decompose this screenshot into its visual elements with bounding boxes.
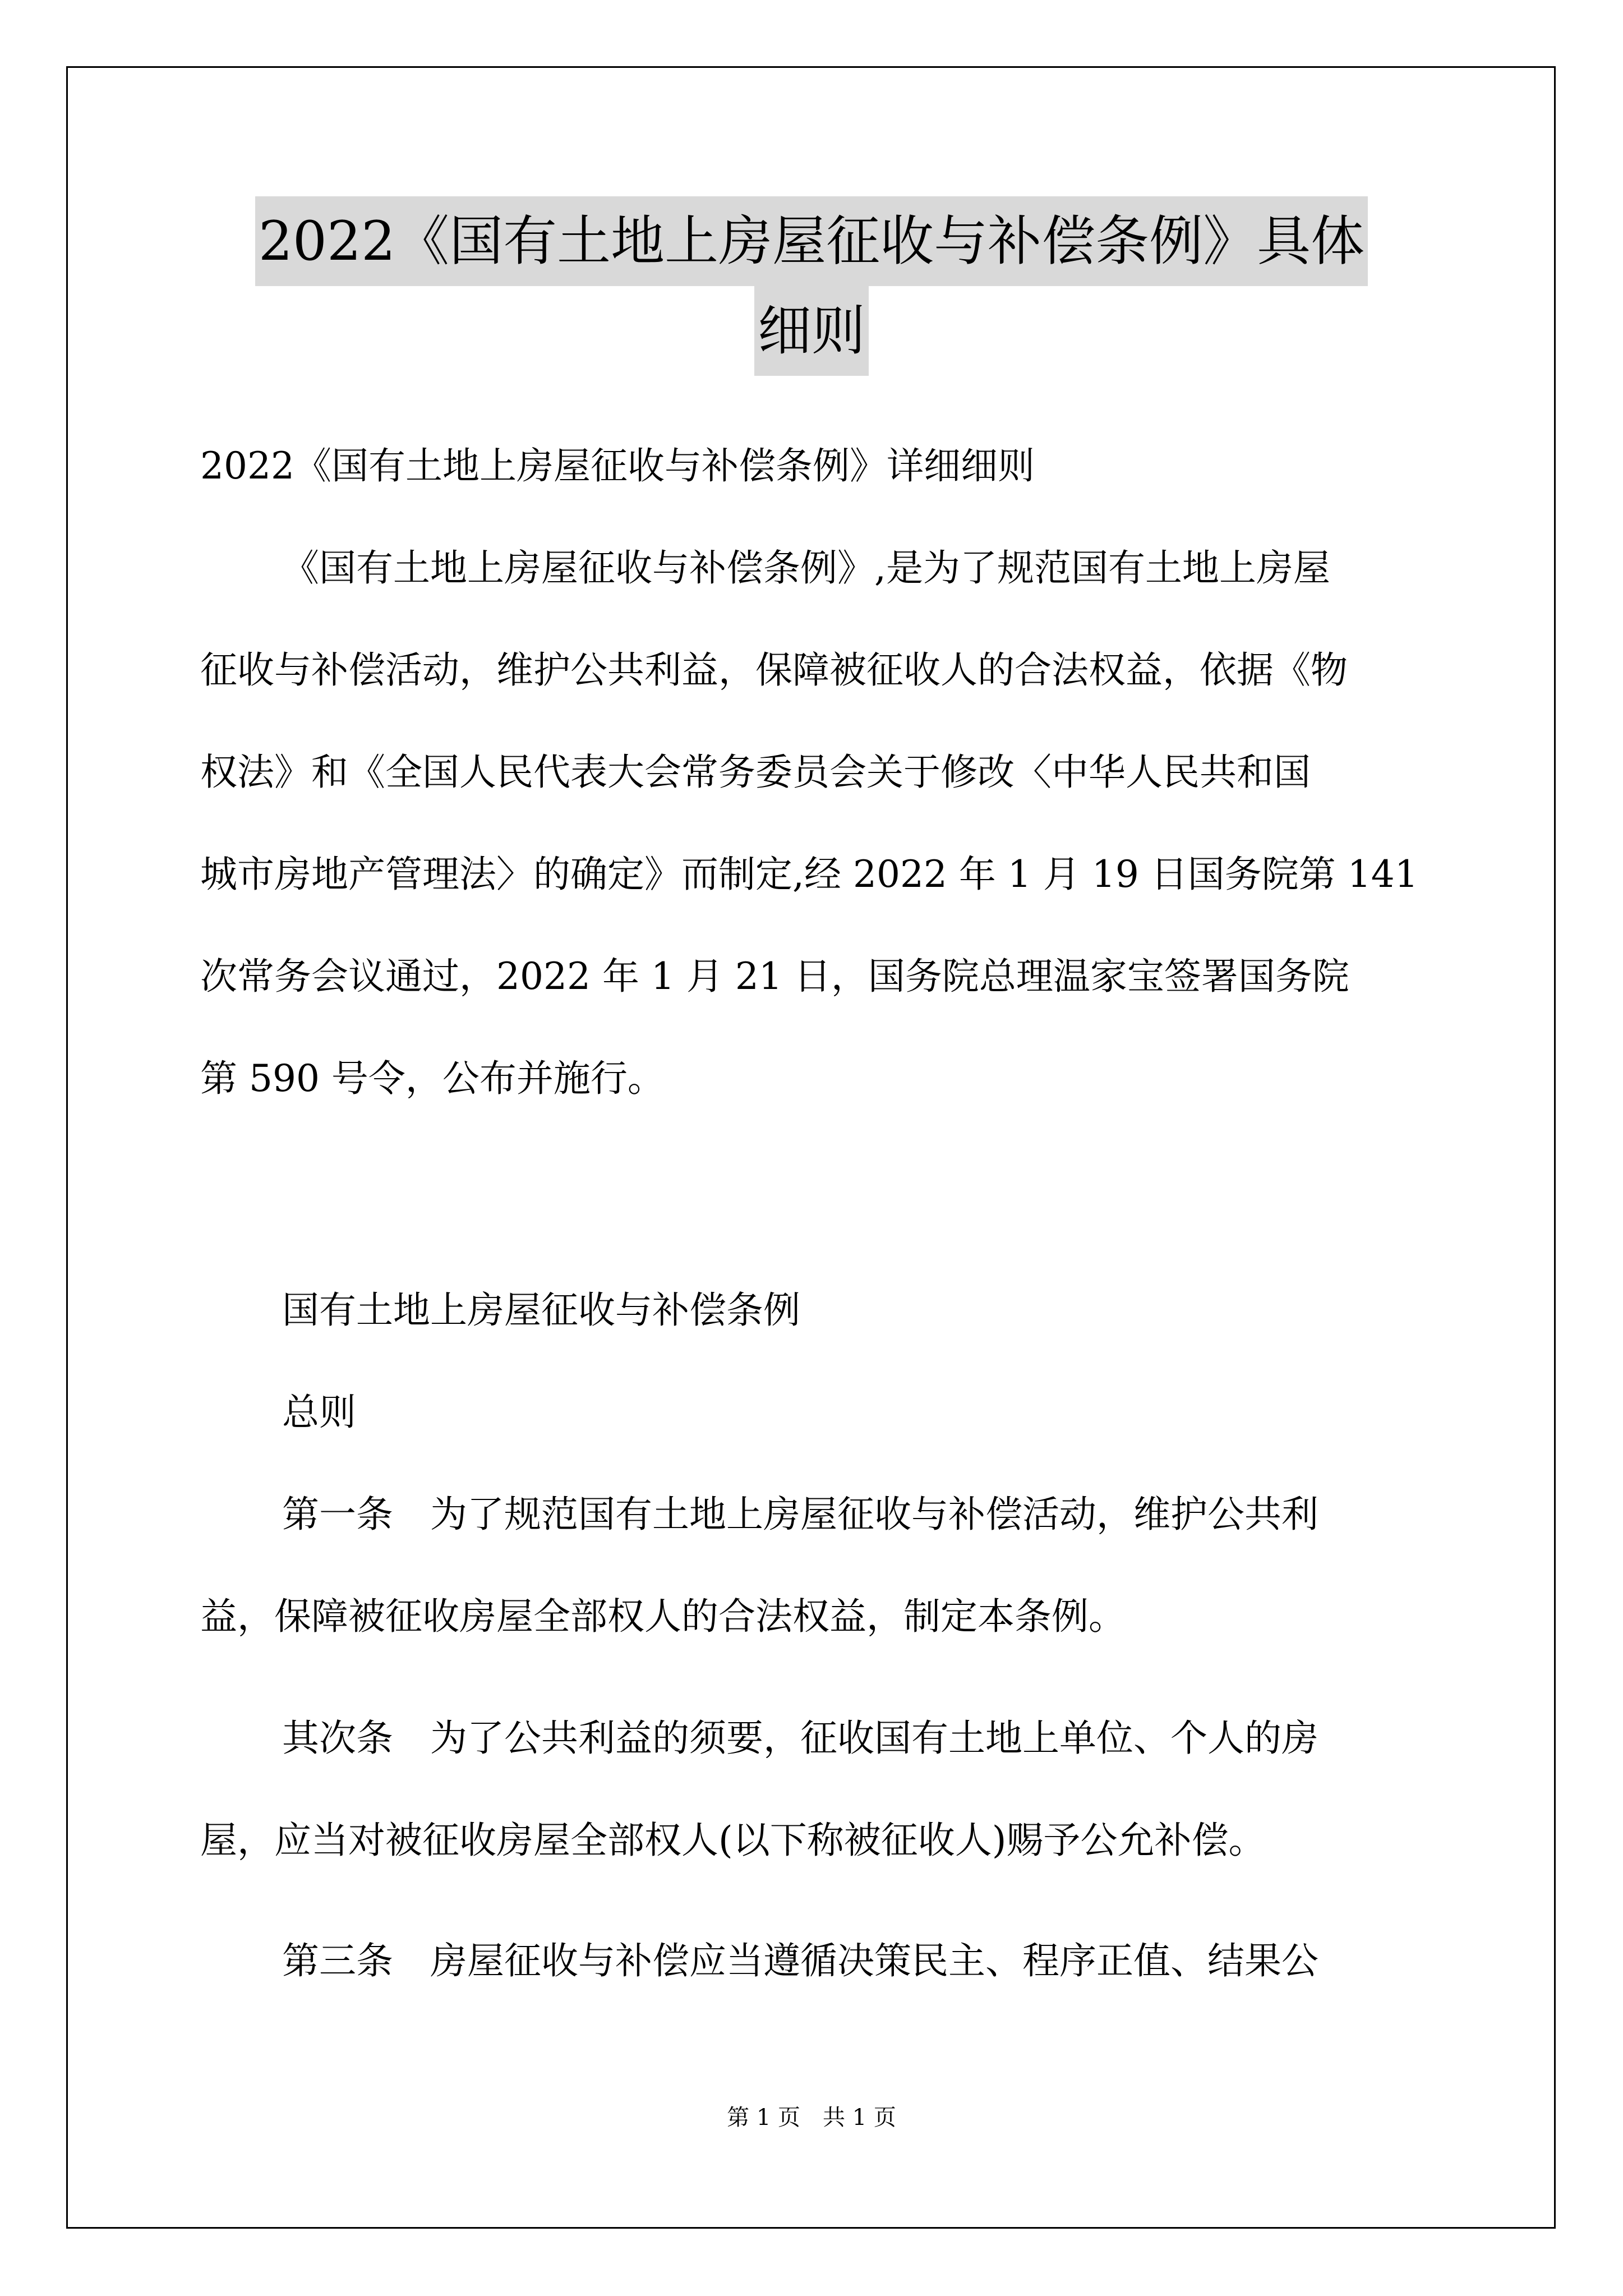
intro-line-3: 权法》和《全国人民代表大会常务委员会关于修改〈中华人民共和国 [200, 751, 1311, 794]
article-2-line-1 [282, 1687, 1318, 1789]
intro-line-6: 第 590 号令，公布并施行。 [200, 1057, 665, 1100]
intro-line-5: 次常务会议通过，2022 年 1 月 21 日，国务院总理温家宝签署国务院 [200, 955, 1349, 998]
title-line-1: 2022《国有土地上房屋征收与补偿条例》具体 [255, 196, 1368, 286]
article-1-line-2: 益，保障被征收房屋全部权人的合法权益，制定本条例。 [200, 1595, 1126, 1638]
article-1-line-1 [282, 1464, 1318, 1566]
article-1-label: 第一条 [282, 1493, 393, 1536]
intro-line-2: 征收与补偿活动，维护公共利益，保障被征收人的合法权益，依据《物 [200, 648, 1348, 692]
article-3-label: 第三条 [282, 1939, 393, 1982]
page-border [66, 66, 1556, 2229]
article-3-line-1 [282, 1910, 1318, 2012]
article-3-text: 房屋征收与补偿应当遵循决策民主、程序正值、结果公 [430, 1939, 1318, 1982]
article-2-text: 为了公共利益的须要，征收国有土地上单位、个人的房 [430, 1717, 1318, 1760]
document-title [112, 196, 1511, 376]
title-line-2: 细则 [754, 286, 869, 376]
article-1-text: 为了规范国有土地上房屋征收与补偿活动，维护公共利 [430, 1493, 1318, 1536]
article-2-line-2: 屋，应当对被征收房屋全部权人(以下称被征收人)赐予公允补偿。 [200, 1819, 1266, 1862]
subtitle: 2022《国有土地上房屋征收与补偿条例》详细细则 [200, 444, 1035, 487]
intro-line-4: 城市房地产管理法〉的确定》而制定,经 2022 年 1 月 19 日国务院第 141 [200, 853, 1418, 896]
page-footer: 第 1 页 共 1 页 [727, 2105, 896, 2131]
law-title: 国有土地上房屋征收与补偿条例 [282, 1289, 800, 1332]
article-2-label: 其次条 [282, 1717, 393, 1760]
intro-line-1: 《国有土地上房屋征收与补偿条例》,是为了规范国有土地上房屋 [282, 546, 1330, 590]
chapter-heading: 总则 [282, 1391, 356, 1434]
